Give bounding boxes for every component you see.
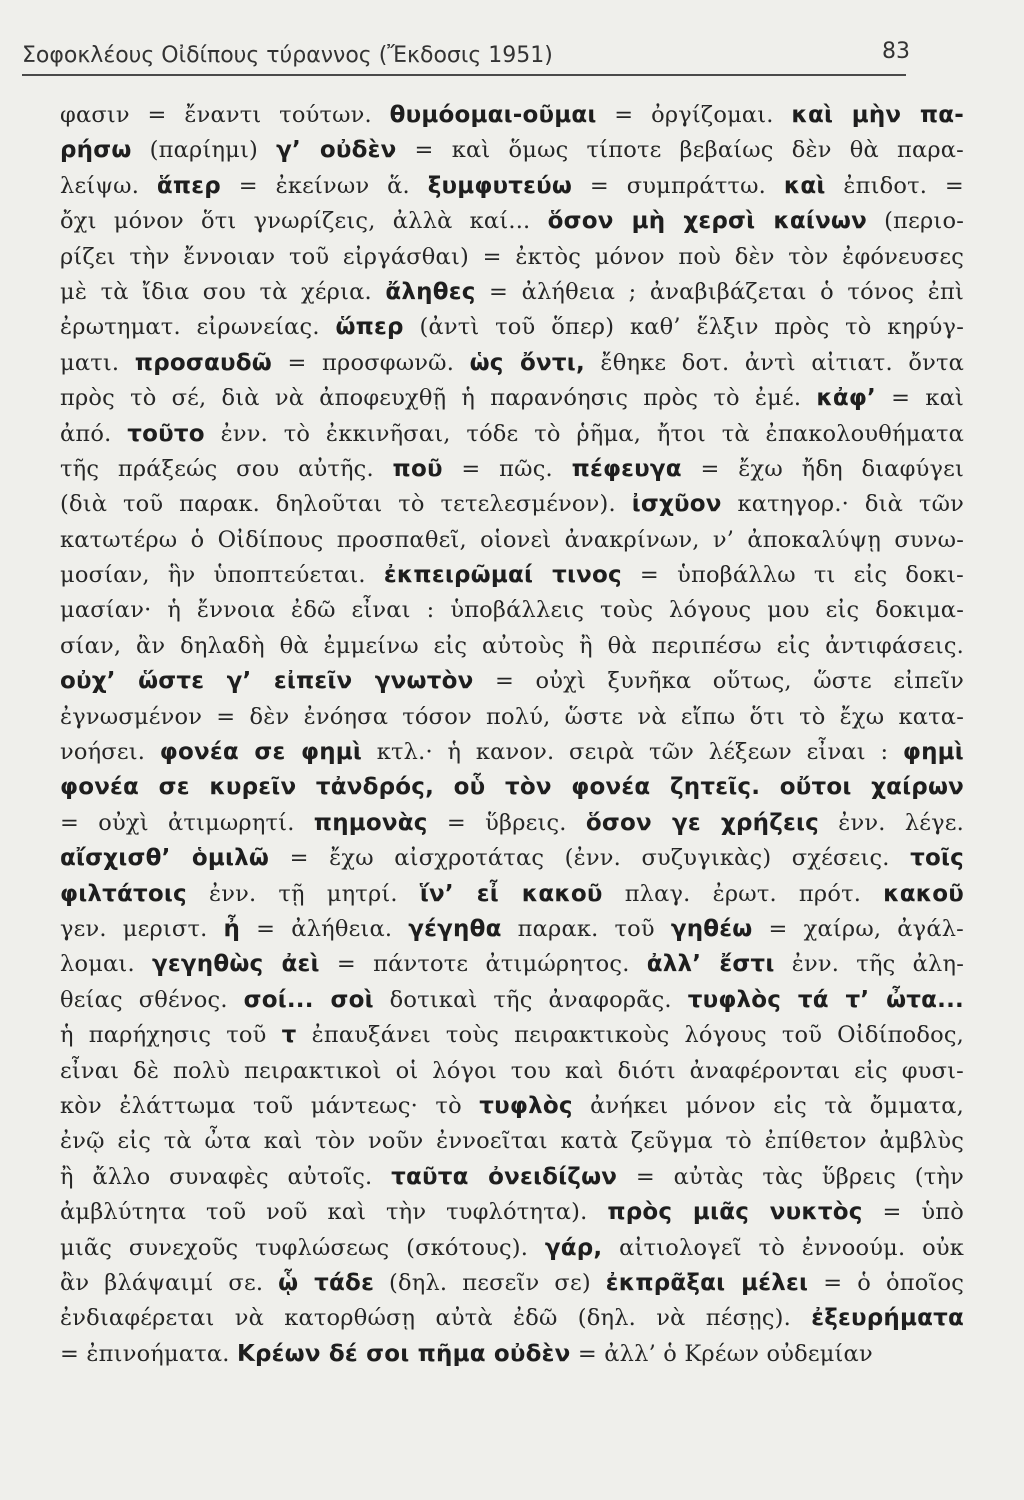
gloss-text: = πῶς. [442,455,572,482]
gloss-text: (διὰ τοῦ παρακ. δηλοῦται τὸ τετελεσμένον). [60,491,632,518]
gloss-text: δοτικαὶ τῆς ἀναφορᾶς. [373,986,688,1013]
gloss-text: θείας σθένος. [60,986,244,1013]
text-line [60,346,964,381]
gloss-text: μὲ τὰ ἴδια σου τὰ χέρια. [60,278,386,305]
gloss-text: = ἀλήθεια ; ἀναβιβάζεται ὁ τόνος ἐπὶ [475,278,964,305]
gloss-text: = ἐκείνων ἅ. [220,172,428,199]
gloss-text: = ὑπὸ [862,1199,964,1226]
lemma-term: ποῦ [392,455,443,482]
gloss-text: κατωτέρω ὁ Οἰδίπους προσπαθεῖ, οἱονεὶ ἀνακρίνων, ν’ ἀποκαλύψῃ συνω- [60,526,964,553]
gloss-text: αἰτιολογεῖ τὸ ἐννοούμ. οὐκ [602,1234,964,1261]
text-line [60,487,964,522]
lemma-term: ἐξευρήματα [811,1305,964,1332]
text-line [60,310,964,345]
commentary-text [60,98,964,1372]
lemma-term: ὅσον γε χρήζεις [585,809,819,836]
gloss-text: (δηλ. πεσεῖν σε) [374,1269,606,1296]
lemma-term: καὶ μὴν πα- [791,102,964,128]
text-line [60,947,964,982]
gloss-text: ἐρωτηματ. εἰρωνείας. [60,314,336,341]
gloss-text: ἐγνωσμένον = δὲν ἐνόησα τόσον πολύ, ὥστε νὰ εἴπω ὅτι τὸ ἔχω κατα- [60,703,964,730]
lemma-term: φονέα σε κυρεῖν τἀνδρός, οὗ τὸν φονέα ζητεῖς. οὔτοι χαίρων [60,774,964,801]
gloss-text: = οὐχὶ ἀτιμωρητί. [60,809,314,836]
lemma-term: ξυμφυτεύω [427,172,573,199]
lemma-term: πρὸς μιᾶς νυκτὸς [607,1199,863,1226]
text-line [60,1195,964,1230]
lemma-term: ὡς ὄντι, [469,349,585,376]
lemma-term: ταῦτα ὀνειδίζων [391,1163,618,1190]
gloss-text: παρακ. τοῦ [501,915,671,942]
running-title: Σοφοκλέους Οἰδίπους τύραννος (Ἔκδοσις 1951) [22,43,553,68]
lemma-term: ἵν’ εἶ κακοῦ [419,880,603,907]
lemma-term: φονέα σε φημὶ [159,739,363,766]
lemma-term: πημονὰς [313,809,428,836]
gloss-text: νοήσει. [60,739,160,766]
text-line [60,593,964,628]
text-line [60,169,964,204]
text-line [60,629,964,664]
gloss-text: ἔθηκε δοτ. ἀντὶ αἰτιατ. ὄντα [584,349,964,376]
gloss-text: ματι. [60,349,135,376]
gloss-text: ἀπό. [60,420,128,447]
text-line [60,841,964,876]
gloss-text: = καὶ ὅμως τίποτε βεβαίως δὲν θὰ παρα- [396,137,964,164]
lemma-term: τοῖς [910,845,964,872]
gloss-text: μιᾶς συνεχοῦς τυφλώσεως (σκότους). [60,1234,545,1261]
gloss-text: = χαίρω, ἀγάλ- [752,915,964,942]
page-number: 83 [882,39,910,64]
text-line [60,806,964,841]
text-line [60,558,964,593]
lemma-term: γηθέω [670,915,753,942]
gloss-text: ἐνν. τὸ ἐκκινῆσαι, τόδε τὸ ῥῆμα, ἤτοι τὰ ἐπακολουθήματα [204,420,964,447]
gloss-text: ἐνν. τῆς ἀλη- [774,951,964,978]
gloss-text: = ἀλήθεια. [240,915,409,942]
text-line [60,700,964,735]
lemma-term: ρήσω [60,137,132,164]
gloss-text: γεν. μεριστ. [60,915,224,942]
gloss-text: ἂν βλάψαιμί σε. [60,1269,279,1296]
lemma-term: φημὶ [902,739,964,766]
text-line [60,240,964,275]
lemma-term: ἀλλ’ ἔστι [646,951,775,978]
lemma-term: τυφλὸς [479,1092,573,1119]
lemma-term: φιλτάτοις [60,880,187,907]
text-line [60,1089,964,1124]
gloss-text: ἡ παρήχησις τοῦ [60,1022,282,1049]
text-line [60,1266,964,1301]
gloss-text: (παρίημι) [131,137,277,164]
text-line [60,770,964,805]
gloss-text: ἀνήκει μόνον εἰς τὰ ὄμματα, [572,1092,964,1119]
gloss-text: ἐνῷ εἰς τὰ ὦτα καὶ τὸν νοῦν ἐννοεῖται κατὰ ζεῦγμα τὸ ἐπίθετον ἀμβλὺς [60,1128,964,1155]
text-line [60,735,964,770]
lemma-term: ᾧ τάδε [278,1269,375,1296]
gloss-text: = συμπράττω. [572,172,784,199]
gloss-text: = ἀλλ’ ὁ Κρέων οὐδεμίαν [570,1340,873,1367]
text-line [60,523,964,558]
gloss-text: ἐνν. τῇ μητρί. [186,880,420,907]
lemma-term: ἄληθες [385,278,476,305]
lemma-term: κακοῦ [883,880,964,907]
text-line [60,1054,964,1089]
gloss-text: = καὶ [876,385,964,412]
gloss-text: κὸν ἐλάττωμα τοῦ μάντεως· τὸ [60,1092,480,1119]
lemma-term: πέφευγα [571,455,682,482]
gloss-text: μοσίαν, ἣν ὑποπτεύεται. [60,562,384,589]
running-header [22,38,910,76]
text-line [60,912,964,947]
gloss-text: ἐπιδοτ. = [825,172,964,199]
text-line [60,98,964,133]
lemma-term: προσαυδῶ [134,349,272,376]
lemma-term: ἦ [223,915,241,942]
text-line [60,664,964,699]
gloss-text: = ὕβρεις. [427,809,586,836]
gloss-text: σίαν, ἂν δηλαδὴ θὰ ἐμμείνω εἰς αὐτοὺς ἢ θὰ περιπέσω εἰς ἀντιφάσεις. [60,632,964,659]
gloss-text: λομαι. [60,951,153,978]
lemma-term: τοῦτο [127,420,205,447]
gloss-text: ἐπαυξάνει τοὺς πειρακτικοὺς λόγους τοῦ Οἰδίποδος, [296,1022,964,1049]
gloss-text: λείψω. [60,172,157,199]
text-line [60,1301,964,1336]
gloss-text: = ἐπινοήματα. [60,1340,237,1367]
lemma-term: σοί... σοὶ [243,986,374,1013]
gloss-text: μασίαν· ἡ ἔννοια ἐδῶ εἶναι : ὑποβάλλεις τοὺς λόγους μου εἰς δοκιμα- [60,597,964,624]
gloss-text: τῆς πράξεώς σου αὐτῆς. [60,455,393,482]
lemma-term: ἐκπρᾶξαι μέλει [605,1269,809,1296]
lemma-term: τ [281,1022,297,1049]
lemma-term: γ’ οὐδὲν [276,137,397,164]
gloss-text: φασιν = ἔναντι τούτων. [60,102,390,128]
gloss-text: = οὐχὶ ξυνῆκα οὕτως, ὥστε εἰπεῖν [473,668,964,695]
lemma-term: γέγηθα [408,915,502,942]
text-line [60,204,964,239]
lemma-term: ἐκπειρῶμαί τινος [383,562,622,589]
gloss-text: εἶναι δὲ πολὺ πειρακτικοὶ οἱ λόγοι του καὶ διότι ἀναφέρονται εἰς φυσι- [60,1057,964,1084]
text-line [60,381,964,416]
gloss-text: πλαγ. ἐρωτ. πρότ. [602,880,884,907]
gloss-text: (ἀντὶ τοῦ ὅπερ) καθ’ ἕλξιν πρὸς τὸ κηρύγ- [403,314,964,341]
lemma-term: καὶ [783,172,826,199]
text-line [60,1337,964,1372]
lemma-term: Κρέων δέ σοι πῆμα οὐδὲν [236,1340,571,1367]
gloss-text: κατηγορ.· διὰ τῶν [721,491,964,518]
gloss-text: ἐνδιαφέρεται νὰ κατορθώσῃ αὐτὰ ἐδῶ (δηλ. νὰ πέσῃς). [60,1305,812,1332]
text-line [60,1018,964,1053]
text-line [60,452,964,487]
gloss-text: ἀμβλύτητα τοῦ νοῦ καὶ τὴν τυφλότητα). [60,1199,608,1226]
text-line [60,1231,964,1266]
lemma-term: ἰσχῦον [631,491,722,518]
gloss-text: = ὑποβάλλω τι εἰς δοκι- [621,562,964,589]
gloss-text: ρίζει τὴν ἔννοιαν τοῦ εἰργάσθαι) = ἐκτὸς μόνον ποὺ δὲν τὸν ἐφόνευσες [60,243,964,270]
gloss-text: = προσφωνῶ. [271,349,470,376]
gloss-text: ὄχι μόνον ὅτι γνωρίζεις, ἀλλὰ καί... [60,208,548,235]
gloss-text: ἢ ἄλλο συναφὲς αὐτοῖς. [60,1163,392,1190]
lemma-term: γεγηθὼς ἀεὶ [152,951,320,978]
gloss-text: = αὐτὰς τὰς ὕβρεις (τὴν [617,1163,964,1190]
text-line [60,1160,964,1195]
lemma-term: τυφλὸς τά τ’ ὦτα... [687,986,964,1013]
gloss-text: = ὀργίζομαι. [596,102,792,128]
gloss-text: = ὁ ὁποῖος [808,1269,964,1296]
gloss-text: ἐνν. λέγε. [818,809,964,836]
gloss-text: πρὸς τὸ σέ, διὰ νὰ ἀποφευχθῇ ἡ παρανόησις πρὸς τὸ ἐμέ. [60,385,817,412]
text-line [60,1124,964,1159]
text-line [60,983,964,1018]
lemma-term: ὥπερ [335,314,404,341]
lemma-term: αἴσχισθ’ ὁμιλῶ [60,845,270,872]
gloss-text: κτλ.· ἡ κανον. σειρὰ τῶν λέξεων εἶναι : [362,739,903,766]
lemma-term: οὐχ’ ὥστε γ’ εἰπεῖν γνωτὸν [60,668,474,695]
text-line [60,417,964,452]
lemma-term: κἀφ’ [816,385,876,412]
gloss-text: = πάντοτε ἀτιμώρητος. [319,951,647,978]
gloss-text: = ἔχω ἤδη διαφύγει [681,455,964,482]
lemma-term: ἅπερ [156,172,221,199]
lemma-term: ὅσον μὴ χερσὶ καίνων [547,208,867,235]
gloss-text: = ἔχω αἰσχροτάτας (ἐνν. συζυγικὰς) σχέσεις. [269,845,911,872]
text-line [60,275,964,310]
gloss-text: (περιο- [867,208,964,235]
text-line [60,133,964,168]
lemma-term: θυμόομαι-οῦμαι [389,102,597,128]
text-line [60,877,964,912]
lemma-term: γάρ, [544,1234,603,1261]
